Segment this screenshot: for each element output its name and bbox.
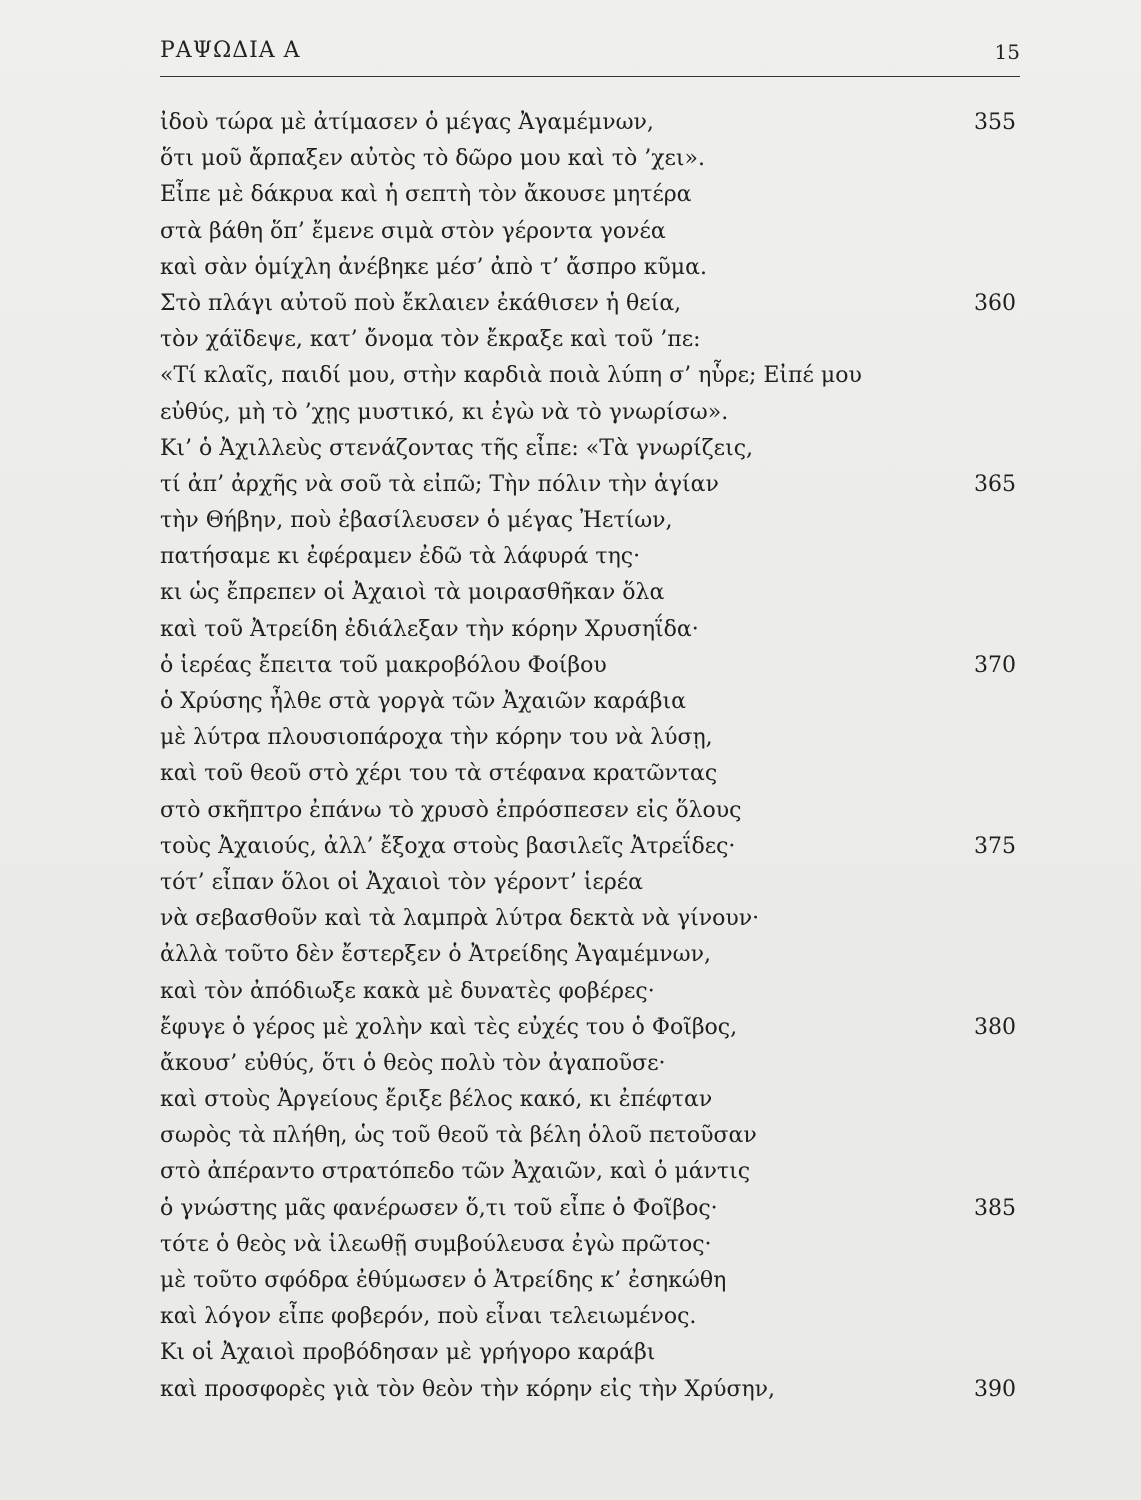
verse-text: Εἶπε μὲ δάκρυα καὶ ἡ σεπτὴ τὸν ἄκουσε μητέρα xyxy=(160,182,692,208)
line-number: 370 xyxy=(974,652,1016,678)
verse-line xyxy=(160,829,1020,865)
verse-text: καὶ τοῦ Ἀτρείδη ἐδιάλεξαν τὴν κόρην Χρυσηΐδα· xyxy=(160,616,699,642)
verse-text: τότε ὁ θεὸς νὰ ἱλεωθῇ συμβούλευσα ἐγὼ πρῶτος· xyxy=(160,1231,712,1257)
verse-line xyxy=(160,1227,1020,1263)
verse-text: στὸ ἀπέραντο στρατόπεδο τῶν Ἀχαιῶν, καὶ ὁ μάντις xyxy=(160,1159,751,1185)
verse-text: ἔφυγε ὁ γέρος μὲ χολὴν καὶ τὲς εὐχές του ὁ Φοῖβος, xyxy=(160,1014,738,1040)
verse-line xyxy=(160,431,1020,467)
verse-line xyxy=(160,358,1020,394)
verse-line xyxy=(160,322,1020,358)
verse-line xyxy=(160,250,1020,286)
verse-text: Κι οἱ Ἀχαιοὶ προβόδησαν μὲ γρήγορο καράβι xyxy=(160,1340,656,1366)
line-number: 360 xyxy=(974,290,1016,316)
verse-line xyxy=(160,1154,1020,1190)
verse-line xyxy=(160,141,1020,177)
verse-line xyxy=(160,1263,1020,1299)
verse-line xyxy=(160,177,1020,213)
verse-line xyxy=(160,503,1020,539)
verse-line xyxy=(160,467,1020,503)
verse-text: ἄκουσ’ εὐθύς, ὅτι ὁ θεὸς πολὺ τὸν ἀγαποῦσε· xyxy=(160,1050,666,1076)
verse-text: ἰδοὺ τώρα μὲ ἀτίμασεν ὁ μέγας Ἀγαμέμνων, xyxy=(160,110,654,135)
verse-text: Κι’ ὁ Ἀχιλλεὺς στενάζοντας τῆς εἶπε: «Τὰ γνωρίζεις, xyxy=(160,435,754,461)
line-number: 390 xyxy=(974,1376,1016,1402)
verse-line xyxy=(160,395,1020,431)
verse-text: μὲ λύτρα πλουσιοπάροχα τὴν κόρην του νὰ λύσῃ, xyxy=(160,725,713,751)
line-number: 385 xyxy=(974,1195,1016,1221)
verse-text: εὐθύς, μὴ τὸ ’χῃς μυστικό, κι ἐγὼ νὰ τὸ γνωρίσω». xyxy=(160,399,729,425)
verse-text: τοὺς Ἀχαιούς, ἀλλ’ ἔξοχα στοὺς βασιλεῖς Ἀτρεΐδες· xyxy=(160,833,736,859)
verse-text: νὰ σεβασθοῦν καὶ τὰ λαμπρὰ λύτρα δεκτὰ νὰ γίνουν· xyxy=(160,906,760,932)
verse-block xyxy=(160,105,1020,1408)
verse-line xyxy=(160,974,1020,1010)
verse-text: ὁ γνώστης μᾶς φανέρωσεν ὅ,τι τοῦ εἶπε ὁ Φοῖβος· xyxy=(160,1195,718,1221)
verse-text: τότ’ εἶπαν ὅλοι οἱ Ἀχαιοὶ τὸν γέροντ’ ἱερέα xyxy=(160,869,644,895)
verse-text: μὲ τοῦτο σφόδρα ἐθύμωσεν ὁ Ἀτρείδης κ’ ἐσηκώθη xyxy=(160,1268,727,1293)
verse-line xyxy=(160,1010,1020,1046)
verse-text: καὶ στοὺς Ἀργείους ἔριξε βέλος κακό, κι ἐπέφταν xyxy=(160,1087,713,1113)
verse-line xyxy=(160,793,1020,829)
verse-line xyxy=(160,1191,1020,1227)
verse-line xyxy=(160,865,1020,901)
verse-line xyxy=(160,214,1020,250)
verse-line xyxy=(160,756,1020,792)
verse-line xyxy=(160,937,1020,973)
verse-text: κι ὡς ἔπρεπεν οἱ Ἀχαιοὶ τὰ μοιρασθῆκαν ὅλα xyxy=(160,580,665,606)
verse-line xyxy=(160,1118,1020,1154)
verse-text: στὰ βάθη ὅπ’ ἔμενε σιμὰ στὸν γέροντα γονέα xyxy=(160,218,666,244)
verse-line xyxy=(160,575,1020,611)
verse-line xyxy=(160,1299,1020,1335)
verse-line xyxy=(160,612,1020,648)
verse-text: πατήσαμε κι ἐφέραμεν ἐδῶ τὰ λάφυρά της· xyxy=(160,544,641,570)
verse-text: καὶ λόγον εἶπε φοβερόν, ποὺ εἶναι τελειωμένος. xyxy=(160,1304,697,1330)
verse-line xyxy=(160,1335,1020,1371)
verse-line xyxy=(160,648,1020,684)
verse-text: καὶ τοῦ θεοῦ στὸ χέρι του τὰ στέφανα κρατῶντας xyxy=(160,761,718,787)
verse-text: τὴν Θήβην, ποὺ ἐβασίλευσεν ὁ μέγας Ἠετίων, xyxy=(160,508,673,534)
verse-line xyxy=(160,286,1020,322)
verse-text: ὅτι μοῦ ἄρπαξεν αὐτὸς τὸ δῶρο μου καὶ τὸ ’χει». xyxy=(160,146,706,172)
verse-line xyxy=(160,1372,1020,1408)
verse-line xyxy=(160,539,1020,575)
running-header xyxy=(160,38,1020,77)
line-number: 355 xyxy=(974,110,1016,135)
page-number: 15 xyxy=(994,40,1020,64)
verse-text: Στὸ πλάγι αὐτοῦ ποὺ ἔκλαιεν ἐκάθισεν ἡ θεία, xyxy=(160,290,682,316)
line-number: 375 xyxy=(974,833,1016,859)
verse-text: ὁ Χρύσης ἦλθε στὰ γοργὰ τῶν Ἀχαιῶν καράβια xyxy=(160,689,686,714)
line-number: 365 xyxy=(974,471,1016,497)
verse-text: «Τί κλαῖς, παιδί μου, στὴν καρδιὰ ποιὰ λύπη σ’ ηὗρε; Εἰπέ μου xyxy=(160,363,862,389)
verse-line xyxy=(160,1082,1020,1118)
verse-text: καὶ τὸν ἀπόδιωξε κακὰ μὲ δυνατὲς φοβέρες· xyxy=(160,978,655,1004)
verse-line xyxy=(160,901,1020,937)
verse-text: καὶ προσφορὲς γιὰ τὸν θεὸν τὴν κόρην εἰς τὴν Χρύσην, xyxy=(160,1376,776,1402)
verse-line xyxy=(160,684,1020,720)
verse-line xyxy=(160,1046,1020,1082)
verse-line xyxy=(160,720,1020,756)
verse-line xyxy=(160,105,1020,141)
verse-text: τὸν χάϊδεψε, κατ’ ὄνομα τὸν ἔκραξε καὶ τοῦ ’πε: xyxy=(160,327,701,353)
verse-text: ὁ ἱερέας ἔπειτα τοῦ μακροβόλου Φοίβου xyxy=(160,652,607,678)
verse-text: ἀλλὰ τοῦτο δὲν ἔστερξεν ὁ Ἀτρείδης Ἀγαμέμνων, xyxy=(160,942,711,968)
verse-text: καὶ σὰν ὁμίχλη ἀνέβηκε μέσ’ ἀπὸ τ’ ἄσπρο κῦμα. xyxy=(160,254,707,280)
verse-text: τί ἀπ’ ἀρχῆς νὰ σοῦ τὰ εἰπῶ; Τὴν πόλιν τὴν ἁγίαν xyxy=(160,471,719,497)
chapter-title: ΡΑΨΩΔΙΑ Α xyxy=(160,38,301,63)
verse-text: σωρὸς τὰ πλήθη, ὡς τοῦ θεοῦ τὰ βέλη ὁλοῦ πετοῦσαν xyxy=(160,1123,757,1149)
verse-text: στὸ σκῆπτρο ἐπάνω τὸ χρυσὸ ἐπρόσπεσεν εἰς ὅλους xyxy=(160,797,742,823)
line-number: 380 xyxy=(974,1014,1016,1040)
